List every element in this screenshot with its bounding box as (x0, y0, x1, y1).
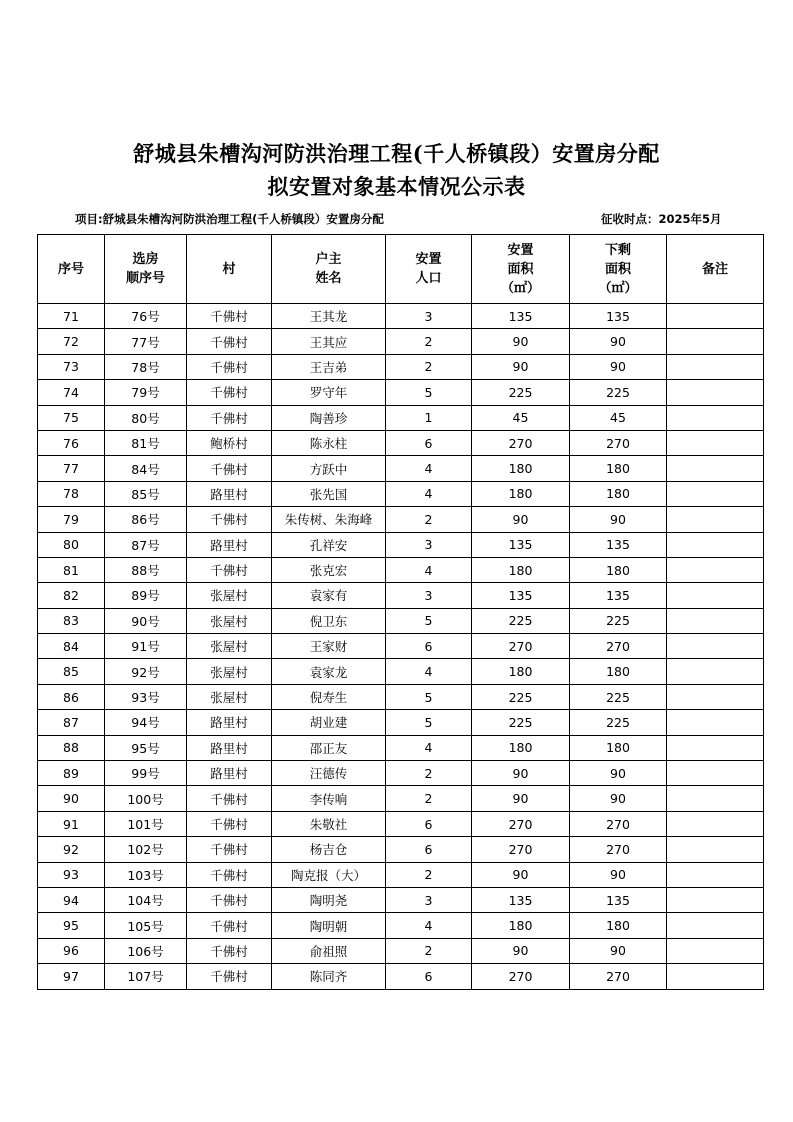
cell-population: 2 (386, 862, 472, 887)
header-remaining-area: 下剩 面积 （㎡） (570, 235, 667, 304)
cell-selection-order: 92号 (105, 659, 187, 684)
cell-village: 千佛村 (187, 405, 272, 430)
cell-selection-order: 80号 (105, 405, 187, 430)
cell-remarks (667, 354, 764, 379)
cell-population: 5 (386, 710, 472, 735)
cell-index: 95 (38, 913, 105, 938)
cell-index: 85 (38, 659, 105, 684)
cell-remarks (667, 786, 764, 811)
cell-selection-order: 102号 (105, 837, 187, 862)
cell-selection-order: 106号 (105, 938, 187, 963)
cell-selection-order: 99号 (105, 761, 187, 786)
cell-remaining-area: 135 (570, 532, 667, 557)
cell-village: 张屋村 (187, 634, 272, 659)
cell-index: 78 (38, 481, 105, 506)
cell-remarks (667, 304, 764, 329)
cell-village: 千佛村 (187, 862, 272, 887)
cell-remarks (667, 913, 764, 938)
cell-selection-order: 103号 (105, 862, 187, 887)
cell-index: 86 (38, 684, 105, 709)
cell-remarks (667, 811, 764, 836)
cell-householder: 陈同齐 (272, 964, 386, 989)
cell-area: 270 (472, 634, 570, 659)
table-row (38, 380, 764, 405)
cell-remarks (667, 887, 764, 912)
cell-area: 90 (472, 761, 570, 786)
table-row (38, 786, 764, 811)
cell-population: 4 (386, 557, 472, 582)
table-row (38, 608, 764, 633)
cell-area: 270 (472, 430, 570, 455)
cell-village: 千佛村 (187, 304, 272, 329)
cell-population: 3 (386, 583, 472, 608)
cell-index: 96 (38, 938, 105, 963)
cell-area: 90 (472, 862, 570, 887)
cell-population: 2 (386, 761, 472, 786)
cell-selection-order: 91号 (105, 634, 187, 659)
cell-population: 5 (386, 380, 472, 405)
cell-remaining-area: 90 (570, 862, 667, 887)
cell-village: 路里村 (187, 735, 272, 760)
cell-remaining-area: 270 (570, 430, 667, 455)
cell-remarks (667, 608, 764, 633)
cell-selection-order: 77号 (105, 329, 187, 354)
cell-selection-order: 107号 (105, 964, 187, 989)
cell-area: 90 (472, 329, 570, 354)
cell-remaining-area: 135 (570, 304, 667, 329)
cell-village: 千佛村 (187, 329, 272, 354)
cell-population: 4 (386, 481, 472, 506)
cell-remarks (667, 862, 764, 887)
cell-remarks (667, 430, 764, 455)
cell-remaining-area: 270 (570, 964, 667, 989)
cell-householder: 王家财 (272, 634, 386, 659)
cell-remaining-area: 90 (570, 329, 667, 354)
cell-area: 180 (472, 735, 570, 760)
cell-area: 180 (472, 557, 570, 582)
cell-remarks (667, 634, 764, 659)
cell-index: 75 (38, 405, 105, 430)
cell-remarks (667, 380, 764, 405)
table-row (38, 684, 764, 709)
cell-area: 270 (472, 964, 570, 989)
cell-selection-order: 105号 (105, 913, 187, 938)
table-row (38, 354, 764, 379)
cell-population: 2 (386, 329, 472, 354)
cell-village: 张屋村 (187, 659, 272, 684)
cell-area: 135 (472, 887, 570, 912)
table-row (38, 659, 764, 684)
cell-village: 千佛村 (187, 380, 272, 405)
cell-index: 80 (38, 532, 105, 557)
cell-remaining-area: 180 (570, 659, 667, 684)
cell-remaining-area: 225 (570, 710, 667, 735)
cell-remaining-area: 90 (570, 761, 667, 786)
cell-remarks (667, 761, 764, 786)
cell-householder: 朱传树、朱海峰 (272, 507, 386, 532)
table-row (38, 481, 764, 506)
cell-index: 97 (38, 964, 105, 989)
cell-remaining-area: 45 (570, 405, 667, 430)
cell-remarks (667, 456, 764, 481)
document-title-line2: 拟安置对象基本情况公示表 (267, 174, 526, 199)
cell-remarks (667, 329, 764, 354)
cell-selection-order: 78号 (105, 354, 187, 379)
cell-population: 4 (386, 456, 472, 481)
cell-selection-order: 100号 (105, 786, 187, 811)
table-row (38, 507, 764, 532)
cell-householder: 汪德传 (272, 761, 386, 786)
cell-remaining-area: 225 (570, 380, 667, 405)
cell-remarks (667, 583, 764, 608)
cell-householder: 李传响 (272, 786, 386, 811)
cell-householder: 罗守年 (272, 380, 386, 405)
cell-index: 81 (38, 557, 105, 582)
cell-householder: 方跃中 (272, 456, 386, 481)
cell-area: 180 (472, 481, 570, 506)
cell-village: 千佛村 (187, 938, 272, 963)
table-row (38, 634, 764, 659)
cell-index: 77 (38, 456, 105, 481)
cell-selection-order: 93号 (105, 684, 187, 709)
cell-householder: 陶善珍 (272, 405, 386, 430)
table-row (38, 532, 764, 557)
cell-population: 5 (386, 608, 472, 633)
cell-population: 4 (386, 735, 472, 760)
cell-remarks (667, 684, 764, 709)
cell-selection-order: 84号 (105, 456, 187, 481)
cell-population: 6 (386, 811, 472, 836)
cell-population: 6 (386, 430, 472, 455)
cell-remaining-area: 90 (570, 938, 667, 963)
cell-householder: 陶明尧 (272, 887, 386, 912)
cell-householder: 张克宏 (272, 557, 386, 582)
cell-householder: 陈永柱 (272, 430, 386, 455)
table-row (38, 887, 764, 912)
cell-population: 1 (386, 405, 472, 430)
table-header-row (38, 235, 764, 304)
cell-index: 93 (38, 862, 105, 887)
cell-village: 千佛村 (187, 786, 272, 811)
cell-village: 鲍桥村 (187, 430, 272, 455)
cell-village: 千佛村 (187, 557, 272, 582)
project-label: 项目:舒城县朱槽沟河防洪治理工程(千人桥镇段）安置房分配 (75, 212, 384, 226)
cell-householder: 邵正友 (272, 735, 386, 760)
cell-householder: 王吉弟 (272, 354, 386, 379)
cell-selection-order: 79号 (105, 380, 187, 405)
cell-index: 94 (38, 887, 105, 912)
header-householder: 户主 姓名 (272, 235, 386, 304)
cell-population: 6 (386, 634, 472, 659)
header-remarks: 备注 (667, 235, 764, 304)
cell-area: 270 (472, 811, 570, 836)
cell-population: 3 (386, 532, 472, 557)
header-village: 村 (187, 235, 272, 304)
cell-population: 3 (386, 887, 472, 912)
cell-area: 135 (472, 304, 570, 329)
cell-area: 45 (472, 405, 570, 430)
cell-selection-order: 94号 (105, 710, 187, 735)
cell-index: 72 (38, 329, 105, 354)
header-area: 安置 面积 （㎡） (472, 235, 570, 304)
cell-population: 2 (386, 938, 472, 963)
cell-index: 89 (38, 761, 105, 786)
table-row (38, 761, 764, 786)
table-row (38, 913, 764, 938)
table-row (38, 430, 764, 455)
table-row (38, 710, 764, 735)
cell-area: 180 (472, 659, 570, 684)
cell-selection-order: 89号 (105, 583, 187, 608)
cell-remarks (667, 507, 764, 532)
cell-householder: 杨吉仓 (272, 837, 386, 862)
header-population: 安置 人口 (386, 235, 472, 304)
cell-selection-order: 81号 (105, 430, 187, 455)
cell-householder: 王其龙 (272, 304, 386, 329)
cell-village: 千佛村 (187, 456, 272, 481)
cell-index: 90 (38, 786, 105, 811)
table-row (38, 304, 764, 329)
table-row (38, 837, 764, 862)
cell-householder: 陶明朝 (272, 913, 386, 938)
cell-area: 225 (472, 608, 570, 633)
cell-remarks (667, 938, 764, 963)
cell-remaining-area: 270 (570, 634, 667, 659)
cell-householder: 孔祥安 (272, 532, 386, 557)
cell-index: 82 (38, 583, 105, 608)
cell-village: 千佛村 (187, 913, 272, 938)
table-row (38, 735, 764, 760)
cell-remaining-area: 90 (570, 354, 667, 379)
table-row (38, 862, 764, 887)
cell-population: 6 (386, 837, 472, 862)
cell-remaining-area: 180 (570, 913, 667, 938)
cell-remarks (667, 710, 764, 735)
table-row (38, 405, 764, 430)
cell-remarks (667, 837, 764, 862)
cell-householder: 袁家有 (272, 583, 386, 608)
cell-remaining-area: 90 (570, 786, 667, 811)
cell-remaining-area: 225 (570, 684, 667, 709)
cell-remarks (667, 557, 764, 582)
cell-index: 84 (38, 634, 105, 659)
cell-index: 92 (38, 837, 105, 862)
cell-village: 路里村 (187, 481, 272, 506)
cell-population: 2 (386, 786, 472, 811)
table-row (38, 329, 764, 354)
cell-area: 225 (472, 380, 570, 405)
cell-area: 135 (472, 583, 570, 608)
cell-index: 87 (38, 710, 105, 735)
table-row (38, 583, 764, 608)
cell-village: 路里村 (187, 761, 272, 786)
cell-population: 3 (386, 304, 472, 329)
resettlement-table (37, 234, 764, 990)
cell-population: 5 (386, 684, 472, 709)
cell-remaining-area: 180 (570, 557, 667, 582)
cell-population: 4 (386, 659, 472, 684)
cell-village: 张屋村 (187, 583, 272, 608)
cell-householder: 胡业建 (272, 710, 386, 735)
cell-population: 2 (386, 354, 472, 379)
document-title-line1: 舒城县朱槽沟河防洪治理工程(千人桥镇段）安置房分配 (133, 141, 660, 166)
cell-remaining-area: 180 (570, 735, 667, 760)
table-row (38, 938, 764, 963)
cell-selection-order: 86号 (105, 507, 187, 532)
cell-area: 270 (472, 837, 570, 862)
cell-index: 76 (38, 430, 105, 455)
cell-selection-order: 88号 (105, 557, 187, 582)
cell-village: 张屋村 (187, 608, 272, 633)
cell-remaining-area: 90 (570, 507, 667, 532)
cell-householder: 袁家龙 (272, 659, 386, 684)
table-row (38, 456, 764, 481)
cell-remarks (667, 481, 764, 506)
cell-remarks (667, 532, 764, 557)
cell-remaining-area: 270 (570, 837, 667, 862)
cell-population: 4 (386, 913, 472, 938)
cell-area: 90 (472, 786, 570, 811)
cell-village: 千佛村 (187, 354, 272, 379)
table-row (38, 964, 764, 989)
cell-index: 79 (38, 507, 105, 532)
cell-area: 225 (472, 684, 570, 709)
table-body (38, 304, 764, 990)
cell-index: 83 (38, 608, 105, 633)
cell-area: 90 (472, 938, 570, 963)
cell-index: 73 (38, 354, 105, 379)
cell-selection-order: 104号 (105, 887, 187, 912)
cell-village: 千佛村 (187, 507, 272, 532)
cell-householder: 张先国 (272, 481, 386, 506)
cell-village: 路里村 (187, 532, 272, 557)
cell-remaining-area: 135 (570, 887, 667, 912)
cell-index: 74 (38, 380, 105, 405)
cell-householder: 俞祖照 (272, 938, 386, 963)
cell-selection-order: 101号 (105, 811, 187, 836)
cell-remarks (667, 659, 764, 684)
date-label: 征收时点：2025年5月 (601, 212, 722, 226)
cell-selection-order: 95号 (105, 735, 187, 760)
cell-village: 千佛村 (187, 837, 272, 862)
cell-index: 71 (38, 304, 105, 329)
cell-village: 张屋村 (187, 684, 272, 709)
cell-remaining-area: 135 (570, 583, 667, 608)
cell-selection-order: 90号 (105, 608, 187, 633)
cell-index: 91 (38, 811, 105, 836)
cell-selection-order: 87号 (105, 532, 187, 557)
cell-village: 千佛村 (187, 811, 272, 836)
cell-area: 180 (472, 456, 570, 481)
cell-remarks (667, 964, 764, 989)
cell-area: 180 (472, 913, 570, 938)
cell-remarks (667, 735, 764, 760)
cell-village: 千佛村 (187, 887, 272, 912)
cell-remaining-area: 225 (570, 608, 667, 633)
table-row (38, 557, 764, 582)
cell-householder: 倪卫东 (272, 608, 386, 633)
cell-remaining-area: 270 (570, 811, 667, 836)
cell-remaining-area: 180 (570, 456, 667, 481)
cell-remarks (667, 405, 764, 430)
cell-area: 90 (472, 507, 570, 532)
cell-area: 135 (472, 532, 570, 557)
cell-selection-order: 76号 (105, 304, 187, 329)
cell-householder: 倪寿生 (272, 684, 386, 709)
cell-area: 225 (472, 710, 570, 735)
cell-remaining-area: 180 (570, 481, 667, 506)
cell-householder: 王其应 (272, 329, 386, 354)
header-selection-order: 选房 顺序号 (105, 235, 187, 304)
cell-population: 6 (386, 964, 472, 989)
cell-householder: 陶克报（大） (272, 862, 386, 887)
table-row (38, 811, 764, 836)
cell-householder: 朱敬社 (272, 811, 386, 836)
cell-selection-order: 85号 (105, 481, 187, 506)
cell-village: 千佛村 (187, 964, 272, 989)
cell-village: 路里村 (187, 710, 272, 735)
cell-index: 88 (38, 735, 105, 760)
cell-population: 2 (386, 507, 472, 532)
header-index: 序号 (38, 235, 105, 304)
cell-area: 90 (472, 354, 570, 379)
